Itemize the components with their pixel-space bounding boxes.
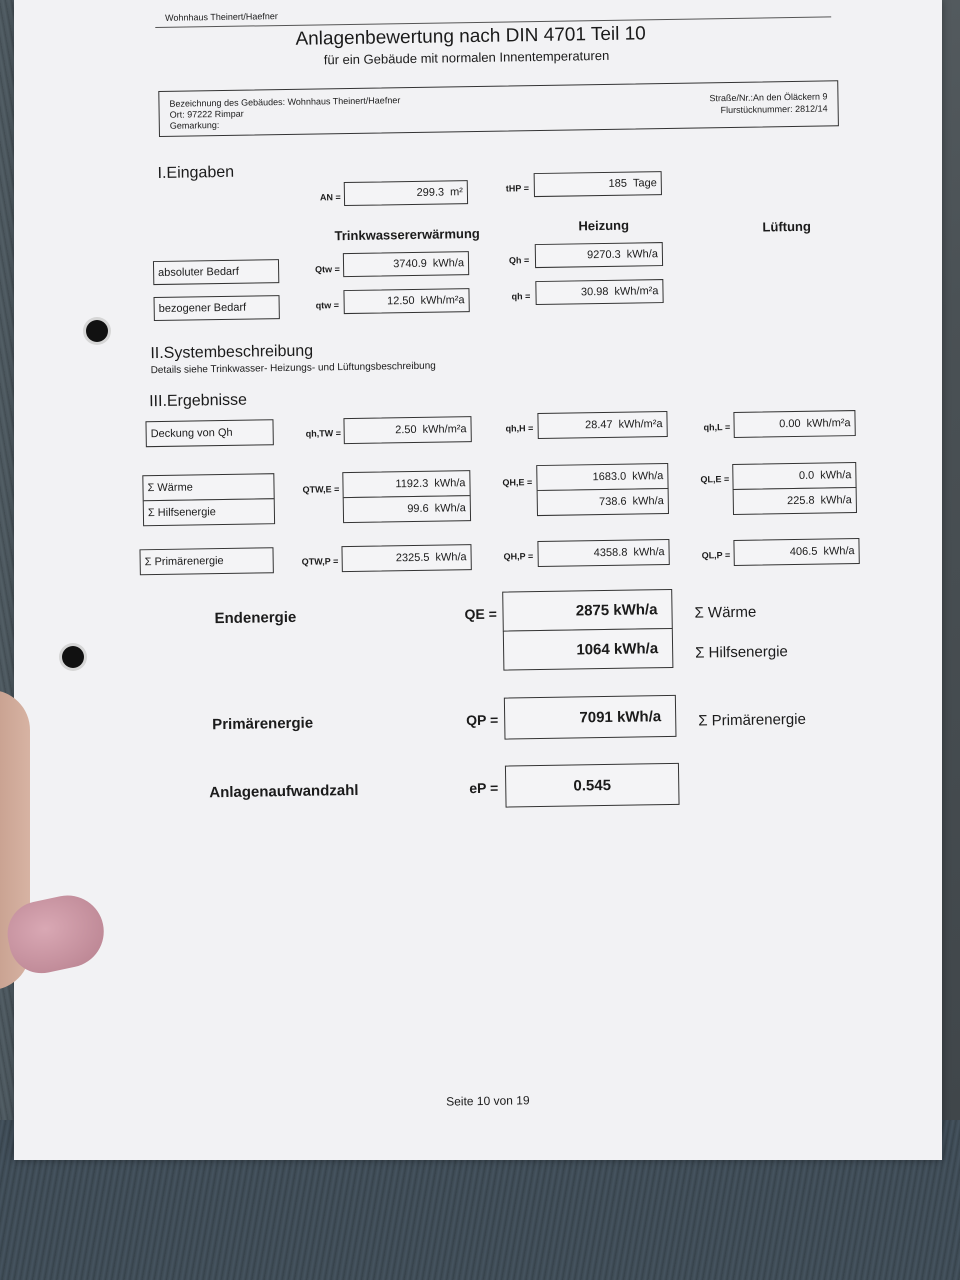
- building-designation: Bezeichnung des Gebäudes: Wohnhaus Theinert/Haefner: [169, 95, 401, 109]
- absoluter-bedarf-label: absoluter Bedarf: [153, 259, 279, 285]
- bezogener-bedarf-label: bezogener Bedarf: [154, 295, 280, 321]
- qlp-field: [733, 538, 859, 566]
- primaerenergie-heading: Primärenergie: [212, 714, 314, 734]
- qle-waerme-unit: kWh/a: [820, 469, 852, 482]
- qhl-value: 0.00: [779, 417, 801, 431]
- thp-field: [534, 171, 662, 197]
- col-lueftung: Lüftung: [762, 218, 811, 235]
- qhtw-field: [343, 416, 471, 444]
- page-subtitle: für ein Gebäude mit normalen Innentemperaturen: [323, 47, 610, 68]
- qhp-value: 4358.8: [593, 546, 628, 560]
- building-parcel: Flurstücknummer: 2812/14: [720, 103, 828, 116]
- qe-hilfs-note: Σ Hilfsenergie: [695, 643, 788, 662]
- qhtw-value: 2.50: [395, 423, 417, 437]
- qtw-value: 3740.9: [393, 257, 427, 271]
- qlp-value: 406.5: [789, 545, 818, 559]
- qtwe-waerme-unit: kWh/a: [434, 477, 466, 490]
- qhe-hilfs-value: 738.6: [598, 495, 627, 509]
- qhe-hilfs-unit: kWh/a: [632, 495, 664, 508]
- qhh-unit: kWh/m²a: [618, 418, 663, 431]
- an-value: 299.3: [416, 186, 445, 199]
- qe-waerme-note: Σ Wärme: [694, 603, 757, 622]
- qe-waerme-box: 2875 kWh/a: [502, 589, 673, 632]
- section-system-title: II.Systembeschreibung: [150, 342, 314, 363]
- qhe-waerme-unit: kWh/a: [632, 470, 664, 483]
- qhe-waerme-field: [536, 463, 668, 491]
- page-title: Anlagenbewertung nach DIN 4701 Teil 10: [295, 23, 646, 50]
- qhl-unit: kWh/m²a: [806, 417, 851, 430]
- qp-box: 7091 kWh/a: [504, 695, 677, 740]
- punch-hole-top: [86, 320, 108, 342]
- qh-small-field: [535, 279, 663, 305]
- building-street: Straße/Nr.:An den Öläckern 9: [709, 91, 828, 104]
- qp-note: Σ Primärenergie: [698, 710, 807, 730]
- ep-box: 0.545: [505, 763, 680, 808]
- section-ergebnisse-title: III.Ergebnisse: [149, 391, 248, 411]
- thp-label: tHP =: [505, 183, 530, 194]
- qtwe-waerme-value: 1192.3: [395, 477, 429, 491]
- qle-waerme-field: [732, 462, 856, 490]
- qtw-unit: kWh/a: [432, 257, 465, 270]
- an-unit: m²: [449, 186, 464, 199]
- qle-waerme-value: 0.0: [798, 469, 815, 482]
- qhe-hilfs-field: [537, 488, 669, 516]
- building-place: Ort: 97222 Rimpar: [169, 108, 244, 120]
- qh-field: [535, 242, 663, 268]
- system-details: Details siehe Trinkwasser- Heizungs- und Lüftungsbeschreibung: [150, 360, 436, 377]
- qh-small-unit: kWh/m²a: [614, 285, 659, 298]
- qle-label: QL,E =: [700, 474, 730, 485]
- building-district: Gemarkung:: [169, 120, 220, 131]
- qhp-label: QH,P =: [503, 551, 534, 562]
- an-field: [344, 180, 468, 206]
- qtwe-hilfs-field: [343, 495, 471, 523]
- qh-value: 9270.3: [586, 248, 621, 262]
- endenergie-label: Endenergie: [214, 608, 297, 628]
- primaerenergie-label: Σ Primärenergie: [139, 547, 273, 575]
- punch-hole-bottom: [62, 646, 84, 668]
- ep-label: eP =: [469, 779, 499, 797]
- qhh-value: 28.47: [584, 418, 613, 432]
- qle-hilfs-value: 225.8: [786, 494, 815, 508]
- qp-label: QP =: [466, 711, 499, 729]
- qtw-small-unit: kWh/m²a: [420, 294, 465, 307]
- qhe-waerme-value: 1683.0: [592, 470, 627, 484]
- deckung-label: Deckung von Qh: [145, 419, 273, 447]
- qhe-label: QH,E =: [502, 477, 533, 488]
- qle-hilfs-field: [733, 487, 857, 515]
- qe-hilfs-box: 1064 kWh/a: [503, 628, 674, 671]
- qhl-label: qh,L =: [703, 422, 731, 433]
- col-trinkwasser: Trinkwassererwärmung: [334, 225, 480, 244]
- qhl-field: [733, 410, 855, 438]
- qhp-field: [537, 539, 669, 567]
- qtwp-value: 2325.5: [395, 551, 430, 565]
- page-number: Seite 10 von 19: [446, 1093, 530, 1109]
- qh-small-label: qh =: [511, 291, 531, 302]
- qtwp-label: QTW,P =: [301, 556, 339, 567]
- qhh-label: qh,H =: [505, 423, 534, 434]
- qhtw-label: qh,TW =: [305, 428, 342, 439]
- qhtw-unit: kWh/m²a: [422, 423, 467, 436]
- qtwe-hilfs-value: 99.6: [407, 502, 429, 516]
- qh-label: Qh =: [508, 255, 530, 266]
- qh-small-value: 30.98: [580, 285, 609, 299]
- qhh-field: [537, 411, 667, 439]
- building-info-box: [158, 80, 839, 137]
- col-heizung: Heizung: [578, 217, 630, 234]
- hilfsenergie-label: Σ Hilfsenergie: [143, 498, 275, 526]
- qh-unit: kWh/a: [626, 248, 658, 261]
- qtw-small-field: [343, 288, 469, 314]
- qtwp-unit: kWh/a: [435, 551, 467, 564]
- qtwe-label: QTW,E =: [302, 484, 340, 495]
- qtwe-waerme-field: [342, 470, 470, 498]
- section-eingaben-title: I.Eingaben: [157, 163, 235, 182]
- document-content: [5, 0, 951, 1167]
- an-label: AN =: [319, 192, 341, 203]
- thp-value: 185: [608, 177, 628, 190]
- thp-unit: Tage: [632, 177, 657, 190]
- qtw-small-value: 12.50: [386, 294, 415, 308]
- qtw-small-label: qtw =: [315, 300, 340, 311]
- qlp-label: QL,P =: [701, 550, 731, 561]
- qtw-field: [343, 251, 469, 277]
- qle-hilfs-unit: kWh/a: [820, 494, 852, 507]
- qe-label: QE =: [464, 605, 497, 623]
- qlp-unit: kWh/a: [823, 545, 855, 558]
- qhp-unit: kWh/a: [633, 546, 665, 559]
- qtw-label: Qtw =: [315, 264, 340, 275]
- anlagenaufwandzahl-label: Anlagenaufwandzahl: [209, 781, 359, 802]
- owner-line: Wohnhaus Theinert/Haefner: [165, 11, 278, 23]
- qtwe-hilfs-unit: kWh/a: [434, 502, 466, 515]
- waerme-label: Σ Wärme: [142, 473, 274, 501]
- qtwp-field: [341, 544, 471, 572]
- document-sheet: [14, 0, 942, 1160]
